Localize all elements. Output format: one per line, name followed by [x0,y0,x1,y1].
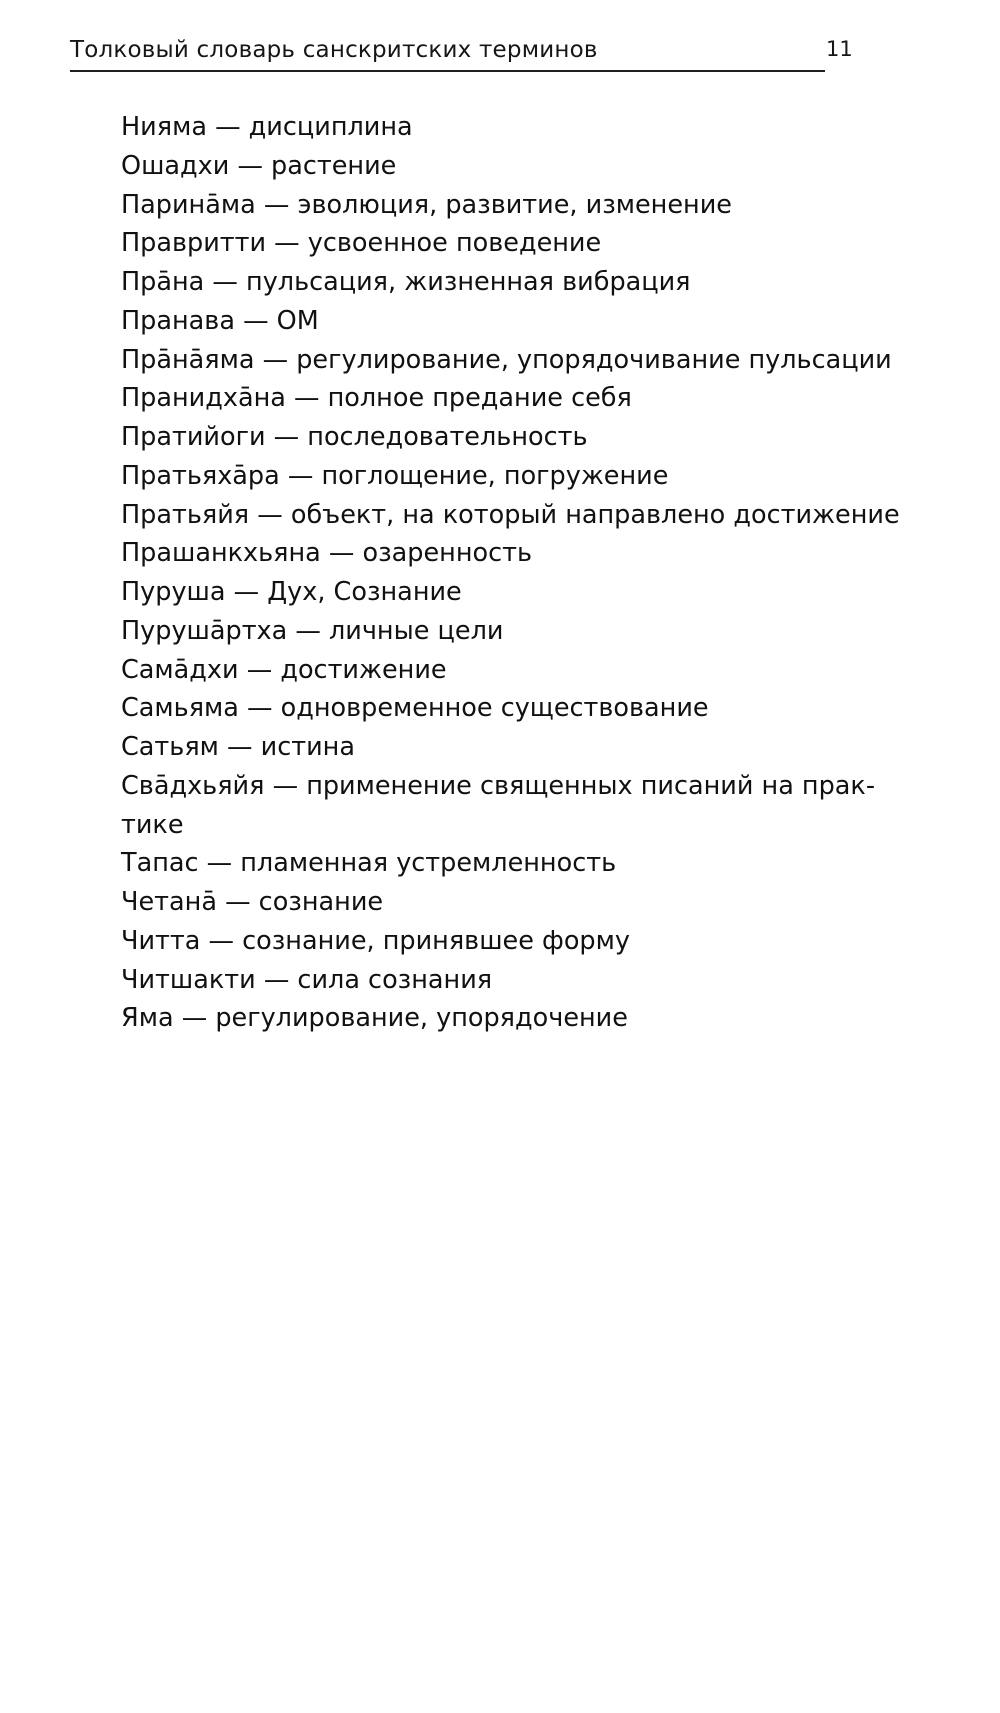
glossary-entry [121,263,921,302]
entry-term: Самāдхи [121,654,239,685]
entry-term: Тапас [121,848,199,879]
entry-definition: эволюция, развитие, изменение [297,189,732,220]
entry-definition: пульсация, жизненная вибрация [246,267,691,297]
entry-term: Читта [121,925,201,956]
entry-definition: ОМ [276,305,319,336]
glossary-entry [121,728,921,767]
entry-term: Нияма [121,112,207,142]
entry-separator: — [262,344,289,375]
entry-term: Четанā [121,887,217,917]
glossary-entry [121,496,921,535]
glossary-entry [121,883,921,922]
entry-definition: сознание [258,887,384,917]
glossary-entry [121,224,921,263]
entry-definition: личные цели [328,615,504,646]
entry-separator: — [227,732,253,762]
entry-definition: применение священных писаний на прак- [306,770,876,801]
entry-separator: — [206,848,233,879]
glossary-list [121,108,921,1038]
glossary-entry [121,534,921,573]
entry-definition: истина [260,732,355,762]
glossary-entry [121,999,921,1038]
running-header [70,33,825,73]
entry-definition: растение [271,150,397,181]
entry-definition: пламенная устремленность [240,848,617,879]
entry-term: Свāдхьяйя [121,770,265,801]
entry-term: Пурушāртха [121,615,288,646]
entry-definition: последовательность [307,422,588,452]
glossary-entry [121,147,921,186]
entry-definition: достижение [280,654,447,685]
glossary-entry [121,341,921,380]
page-number: 11 [826,37,853,61]
glossary-entry [121,573,921,612]
entry-term: Пранидхāна [121,383,286,414]
entry-separator: — [208,925,234,956]
entry-term: Пранава [121,305,235,336]
entry-definition: поглощение, погружение [321,460,669,491]
entry-separator: — [294,383,320,414]
entry-term: Пратьяйя [121,499,250,530]
entry-definition: одновременное существование [280,693,709,724]
glossary-entry [121,922,921,961]
header-rule [70,70,825,72]
entry-term: Прашанкхьяна [121,538,321,569]
entry-separator: — [257,499,283,530]
entry-separator: — [272,770,299,801]
entry-separator: — [181,1003,208,1034]
entry-separator: — [237,150,263,181]
entry-term: Прāнāяма [121,344,255,375]
entry-separator: — [273,422,300,452]
entry-term: Правритти [121,228,267,259]
entry-term: Сатьям [121,732,219,762]
entry-separator: — [274,228,300,259]
running-title: Толковый словарь санскритских терминов [70,37,598,63]
entry-definition: усвоенное поведение [307,228,602,259]
entry-separator: — [233,577,260,607]
entry-separator: — [246,654,273,685]
entry-term: Яма [121,1003,174,1034]
entry-definition: сознание, принявшее форму [242,925,630,956]
entry-separator: — [243,305,269,336]
entry-separator: — [263,964,290,995]
entry-separator: — [215,112,241,142]
glossary-entry [121,302,921,341]
entry-separator: — [263,189,290,220]
entry-definition-continuation: тике [121,809,184,840]
entry-separator: — [225,887,251,917]
entry-term: Прāна [121,267,205,297]
glossary-entry [121,961,921,1000]
entry-definition: регулирование, упорядочивание пульсации [296,344,892,375]
entry-term: Пратийоги [121,422,266,452]
entry-definition: полное предание себя [327,383,632,414]
glossary-entry [121,418,921,457]
entry-separator: — [328,538,355,569]
entry-term: Пуруша [121,577,226,607]
entry-term: Ошадхи [121,150,230,181]
entry-separator: — [212,267,238,297]
entry-definition: объект, на который направлено достижение [290,499,900,530]
glossary-entry [121,457,921,496]
glossary-entry [121,844,921,883]
glossary-entry [121,186,921,225]
entry-definition: сила сознания [297,964,493,995]
entry-term: Самьяма [121,693,239,724]
glossary-entry [121,651,921,690]
glossary-entry [121,689,921,728]
glossary-entry [121,379,921,418]
entry-definition: регулирование, упорядочение [215,1003,628,1034]
entry-definition: дисциплина [248,112,413,142]
entry-separator: — [287,460,314,491]
entry-term: Паринāма [121,189,256,220]
glossary-entry [121,108,921,147]
glossary-entry [121,612,921,651]
entry-definition: озаренность [362,538,533,569]
glossary-entry [121,767,921,845]
entry-separator: — [295,615,321,646]
entry-definition: Дух, Сознание [267,577,462,607]
entry-term: Пратьяхāра [121,460,280,491]
entry-term: Читшакти [121,964,256,995]
entry-separator: — [247,693,273,724]
